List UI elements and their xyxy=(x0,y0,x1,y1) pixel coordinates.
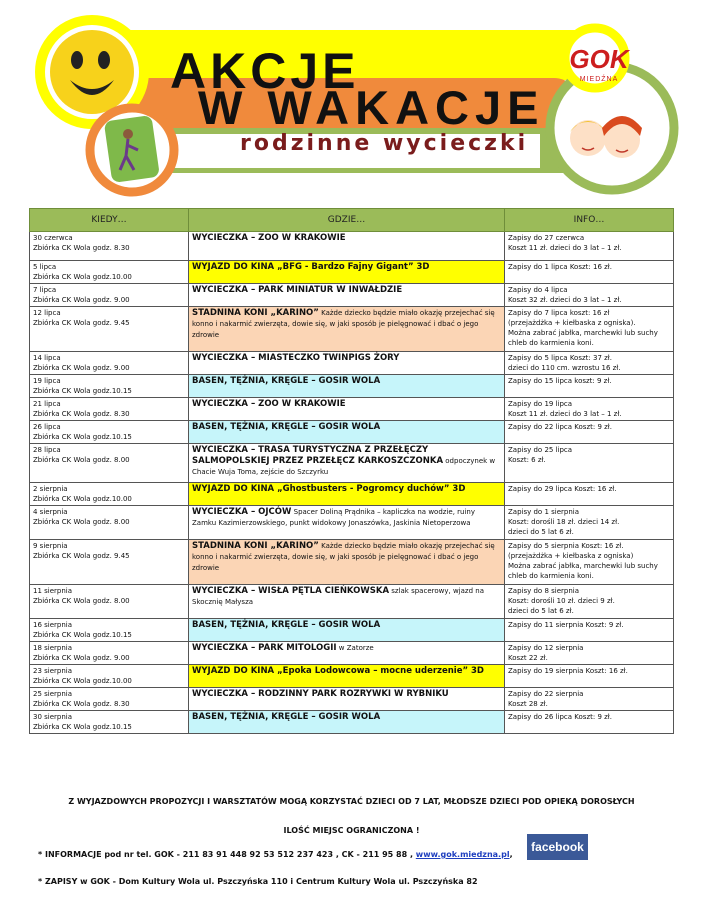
where-cell xyxy=(189,375,505,398)
date: 16 sierpnia xyxy=(33,621,73,629)
trip-title: BASEN, TĘŻNIA, KRĘGLE – GOSIR WOLA xyxy=(192,620,381,630)
where-cell xyxy=(189,711,505,734)
info-cell: Zapisy do 5 sierpnia Koszt: 16 zł. (przejażdżka + kiełbaska z ogniska) Można zabrać jabłka, marchewki lub suchy chleb do karmienia koni. xyxy=(505,540,674,585)
trip-description: Każde dziecko będzie miało okazję przejechać się konno i nakarmić zwierzęta, dowie się, w jaki sposób je pielęgnować i dbać o jego zdrowie xyxy=(192,309,495,339)
meeting-point: Zbiórka CK Wola godz. 9.45 xyxy=(33,552,130,560)
where-cell xyxy=(189,540,505,585)
when-cell xyxy=(30,665,189,688)
trip-title: WYCIECZKA – ZOO W KRAKOWIE xyxy=(192,399,346,409)
meeting-point: Zbiórka CK Wola godz.10.15 xyxy=(33,723,132,731)
when-cell xyxy=(30,261,189,284)
table-row xyxy=(30,483,674,506)
table-body xyxy=(30,232,674,734)
gok-logo: GOK xyxy=(569,44,629,74)
table-row xyxy=(30,642,674,665)
trip-description: w Zatorze xyxy=(336,644,374,652)
when-cell xyxy=(30,483,189,506)
table-row xyxy=(30,444,674,483)
meeting-point: Zbiórka CK Wola godz.10.15 xyxy=(33,387,132,395)
where-cell xyxy=(189,352,505,375)
footer-signup: * ZAPISY w GOK - Dom Kultury Wola ul. Pszczyńska 110 i Centrum Kultury Wola ul. Pszczyńska 82 xyxy=(38,877,478,886)
meeting-point: Zbiórka CK Wola godz. 8.30 xyxy=(33,700,130,708)
info-cell: Zapisy do 19 lipca Koszt 11 zł. dzieci do 3 lat – 1 zł. xyxy=(505,398,674,421)
info-cell: Zapisy do 4 lipca Koszt 32 zł. dzieci do 3 lat – 1 zł. xyxy=(505,284,674,307)
info-cell: Zapisy do 26 lipca Koszt: 9 zł. xyxy=(505,711,674,734)
where-cell xyxy=(189,444,505,483)
meeting-point: Zbiórka CK Wola godz. 8.00 xyxy=(33,518,130,526)
schedule-table xyxy=(29,208,674,734)
trip-title: WYJAZD DO KINA „BFG - Bardzo Fajny Gigant” 3D xyxy=(192,262,430,272)
table-row xyxy=(30,284,674,307)
info-cell: Zapisy do 22 lipca Koszt: 9 zł. xyxy=(505,421,674,444)
hiker-icon xyxy=(104,115,160,183)
meeting-point: Zbiórka CK Wola godz. 8.30 xyxy=(33,410,130,418)
date: 25 sierpnia xyxy=(33,690,73,698)
info-cell: Zapisy do 1 sierpnia Koszt: dorośli 18 zł. dzieci 14 zł. dzieci do 5 lat 6 zł. xyxy=(505,506,674,540)
table-row xyxy=(30,261,674,284)
header-where: GDZIE… xyxy=(189,209,505,232)
when-cell xyxy=(30,688,189,711)
title-line1: AKCJE xyxy=(170,43,360,99)
meeting-point: Zbiórka CK Wola godz. 8.00 xyxy=(33,456,130,464)
table-row xyxy=(30,398,674,421)
when-cell xyxy=(30,444,189,483)
table-row xyxy=(30,506,674,540)
when-cell xyxy=(30,506,189,540)
website-link[interactable]: www.gok.miedzna.pl xyxy=(415,850,510,859)
contact-suffix: , xyxy=(509,850,513,859)
when-cell xyxy=(30,585,189,619)
where-cell xyxy=(189,421,505,444)
when-cell xyxy=(30,375,189,398)
info-cell: Zapisy do 22 sierpnia Koszt 28 zł. xyxy=(505,688,674,711)
trip-title: STADNINA KONI „KARINO” xyxy=(192,541,319,551)
info-cell: Zapisy do 29 lipca Koszt: 16 zł. xyxy=(505,483,674,506)
trip-title: WYCIECZKA – TRASA TURYSTYCZNA Z PRZEŁĘCZY SALMOPOLSKIEJ PRZEZ PRZEŁĘCZ KARKOSZCZONKA xyxy=(192,445,444,466)
info-cell: Zapisy do 11 sierpnia Koszt: 9 zł. xyxy=(505,619,674,642)
meeting-point: Zbiórka CK Wola godz. 9.00 xyxy=(33,296,130,304)
trip-title: BASEN, TĘŻNIA, KRĘGLE – GOSIR WOLA xyxy=(192,712,381,722)
when-cell xyxy=(30,642,189,665)
info-cell: Zapisy do 19 sierpnia Koszt: 16 zł. xyxy=(505,665,674,688)
table-row xyxy=(30,540,674,585)
meeting-point: Zbiórka CK Wola godz.10.00 xyxy=(33,273,132,281)
when-cell xyxy=(30,398,189,421)
info-cell: Zapisy do 8 sierpnia Koszt: dorośli 10 zł. dzieci 9 zł. dzieci do 5 lat 6 zł. xyxy=(505,585,674,619)
trip-title: WYCIECZKA – PARK MINIATUR W INWAŁDZIE xyxy=(192,285,403,295)
trip-description: Każde dziecko będzie miało okazję przejechać się konno i nakarmić zwierzęta, dowie się, w jaki sposób je pielęgnować i dbać o jego zdrowie xyxy=(192,542,495,572)
trip-title: BASEN, TĘŻNIA, KRĘGLE – GOSIR WOLA xyxy=(192,422,381,432)
meeting-point: Zbiórka CK Wola godz.10.15 xyxy=(33,631,132,639)
date: 19 lipca xyxy=(33,377,61,385)
facebook-button[interactable]: facebook xyxy=(527,834,588,860)
header-when: KIEDY… xyxy=(30,209,189,232)
smiley-icon xyxy=(50,30,134,114)
date: 26 lipca xyxy=(33,423,61,431)
table-row xyxy=(30,232,674,261)
date: 21 lipca xyxy=(33,400,61,408)
gok-logo-sub: MIEDŹNA xyxy=(579,76,619,83)
table-row xyxy=(30,421,674,444)
when-cell xyxy=(30,284,189,307)
table-header-row xyxy=(30,209,674,232)
trip-title: WYJAZD DO KINA „Ghostbusters - Pogromcy duchów” 3D xyxy=(192,484,466,494)
header-info: INFO… xyxy=(505,209,674,232)
trip-title: WYCIECZKA – RODZINNY PARK ROZRYWKI W RYBNIKU xyxy=(192,689,449,699)
meeting-point: Zbiórka CK Wola godz. 9.00 xyxy=(33,364,130,372)
table-row xyxy=(30,619,674,642)
info-cell: Zapisy do 27 czerwca Koszt 11 zł. dzieci do 3 lat – 1 zł. xyxy=(505,232,674,261)
date: 12 lipca xyxy=(33,309,61,317)
subtitle: rodzinne wycieczki xyxy=(240,131,529,156)
info-cell: Zapisy do 1 lipca Koszt: 16 zł. xyxy=(505,261,674,284)
date: 7 lipca xyxy=(33,286,57,294)
where-cell xyxy=(189,665,505,688)
meeting-point: Zbiórka CK Wola godz. 8.00 xyxy=(33,597,130,605)
where-cell xyxy=(189,232,505,261)
info-cell: Zapisy do 15 lipca koszt: 9 zł. xyxy=(505,375,674,398)
when-cell xyxy=(30,711,189,734)
meeting-point: Zbiórka CK Wola godz.10.00 xyxy=(33,495,132,503)
info-cell: Zapisy do 7 lipca koszt: 16 zł (przejażdżka + kiełbaska z ogniska). Można zabrać jabłka, marchewki lub suchy chleb do karmienia koni. xyxy=(505,307,674,352)
info-cell: Zapisy do 25 lipca Koszt: 6 zł. xyxy=(505,444,674,483)
date: 30 czerwca xyxy=(33,234,73,242)
trip-description: szlak spacerowy, wjazd na Skocznię Małysza xyxy=(192,587,484,606)
date: 28 lipca xyxy=(33,446,61,454)
table-row xyxy=(30,585,674,619)
meeting-point: Zbiórka CK Wola godz. 8.30 xyxy=(33,244,130,252)
when-cell xyxy=(30,307,189,352)
trip-title: BASEN, TĘŻNIA, KRĘGLE – GOSIR WOLA xyxy=(192,376,381,386)
info-cell: Zapisy do 12 sierpnia Koszt 22 zł. xyxy=(505,642,674,665)
trip-title: WYCIECZKA – MIASTECZKO TWINPIGS ŻORY xyxy=(192,353,400,363)
when-cell xyxy=(30,540,189,585)
table-row xyxy=(30,375,674,398)
contact-text: * INFORMACJE pod nr tel. GOK - 211 83 91 448 92 53 512 237 423 , CK - 211 95 88 , xyxy=(38,850,413,859)
info-cell: Zapisy do 5 lipca Koszt: 37 zł. dzieci do 110 cm. wzrostu 16 zł. xyxy=(505,352,674,375)
where-cell xyxy=(189,619,505,642)
footer-age-note: Z WYJAZDOWYCH PROPOZYCJI I WARSZTATÓW MOGĄ KORZYSTAĆ DZIECI OD 7 LAT, MŁODSZE DZIECI POD OPIEKĄ DOROSŁYCH xyxy=(68,797,635,806)
trip-description: odpoczynek w Chacie Wuja Toma, zejście do Szczyrku xyxy=(192,457,496,476)
table-row xyxy=(30,711,674,734)
date: 30 sierpnia xyxy=(33,713,73,721)
when-cell xyxy=(30,421,189,444)
when-cell xyxy=(30,232,189,261)
meeting-point: Zbiórka CK Wola godz.10.15 xyxy=(33,433,132,441)
footer-limited-places: ILOŚĆ MIEJSC OGRANICZONA ! xyxy=(283,826,420,835)
table-row xyxy=(30,665,674,688)
date: 23 sierpnia xyxy=(33,667,73,675)
date: 11 sierpnia xyxy=(33,587,73,595)
where-cell xyxy=(189,688,505,711)
trip-title: WYCIECZKA – PARK MITOLOGII xyxy=(192,643,337,653)
footer-contact xyxy=(38,850,513,859)
meeting-point: Zbiórka CK Wola godz.10.00 xyxy=(33,677,132,685)
date: 14 lipca xyxy=(33,354,61,362)
where-cell xyxy=(189,642,505,665)
trip-title: STADNINA KONI „KARINO” xyxy=(192,308,319,318)
date: 18 sierpnia xyxy=(33,644,73,652)
trip-title: WYCIECZKA – ZOO W KRAKOWIE xyxy=(192,233,346,243)
trip-title: WYCIECZKA – WISŁA PĘTLA CIEŃKOWSKA xyxy=(192,586,390,596)
date: 9 sierpnia xyxy=(33,542,68,550)
table-row xyxy=(30,688,674,711)
when-cell xyxy=(30,619,189,642)
title-line2: W WAKACJE xyxy=(198,81,545,134)
where-cell xyxy=(189,585,505,619)
header-banner xyxy=(0,0,703,200)
trip-title: WYJAZD DO KINA „Epoka Lodowcowa – mocne uderzenie” 3D xyxy=(192,666,484,676)
where-cell xyxy=(189,261,505,284)
where-cell xyxy=(189,506,505,540)
trip-title: WYCIECZKA – OJCÓW xyxy=(192,507,292,517)
where-cell xyxy=(189,483,505,506)
where-cell xyxy=(189,398,505,421)
when-cell xyxy=(30,352,189,375)
table-row xyxy=(30,352,674,375)
where-cell xyxy=(189,284,505,307)
table-row xyxy=(30,307,674,352)
meeting-point: Zbiórka CK Wola godz. 9.00 xyxy=(33,654,130,662)
date: 5 lipca xyxy=(33,263,57,271)
meeting-point: Zbiórka CK Wola godz. 9.45 xyxy=(33,319,130,327)
where-cell xyxy=(189,307,505,352)
date: 4 sierpnia xyxy=(33,508,68,516)
trip-description: Spacer Doliną Prądnika – kapliczka na wodzie, ruiny Zamku Kazimierzowskiego, punkt widokowy Jonaszówka, Jaskinia Nietoperzowa xyxy=(192,508,475,527)
date: 2 sierpnia xyxy=(33,485,68,493)
